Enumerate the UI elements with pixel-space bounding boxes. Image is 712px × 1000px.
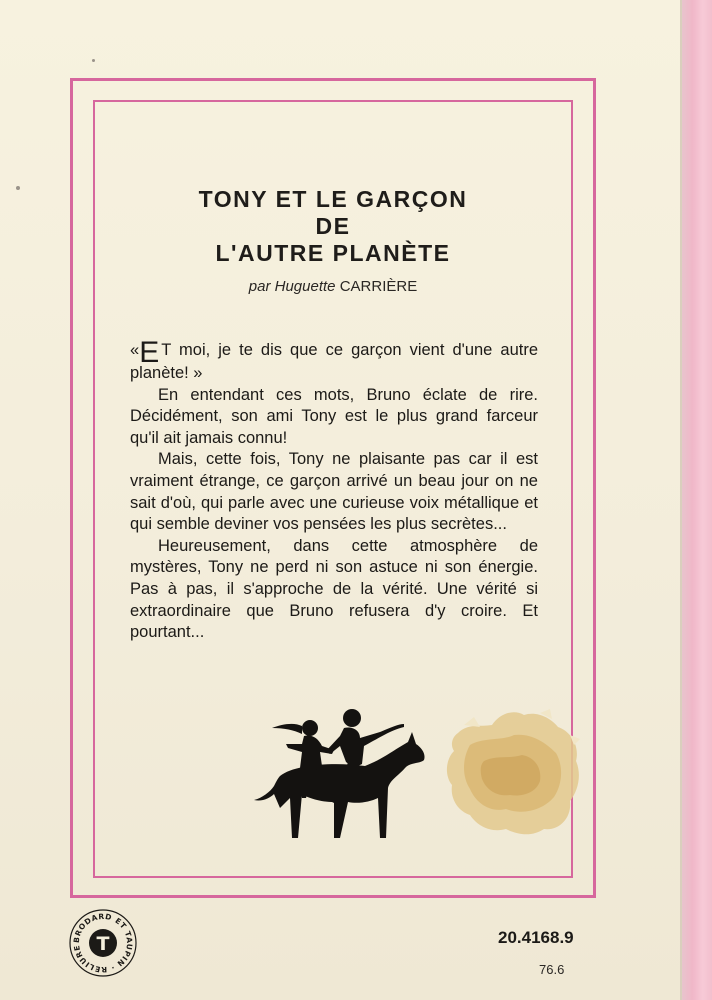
title-line: L'AUTRE PLANÈTE (215, 240, 451, 266)
catalog-code: 20.4168.9 (498, 928, 574, 947)
blurb-paragraph-text: T moi, je te dis que ce garçon vient d'une autre planète! » (130, 341, 538, 382)
opening-quote: « (130, 341, 140, 359)
title-line: DE (315, 213, 351, 239)
bindery-seal-icon (68, 908, 138, 978)
blurb-paragraph: En entendant ces mots, Bruno éclate de rire. Décidément, son ami Tony est le plus grand farceur qu'il ait jamais connu! (130, 385, 538, 447)
paper-speck (92, 59, 95, 62)
title-line: TONY ET LE GARÇON (198, 186, 468, 212)
blurb-paragraph (130, 336, 538, 385)
logo-ring-text: BRODARD ET TAUPIN · RELIURE (71, 911, 135, 975)
book-title (93, 186, 573, 267)
drop-cap: E (139, 336, 160, 369)
print-code: 76.6 (539, 962, 565, 977)
children-on-donkey-silhouette (240, 698, 430, 858)
logo-letter: T (96, 933, 110, 955)
book-author (93, 278, 573, 295)
author-name: CARRIÈRE (339, 278, 418, 295)
blurb-paragraph: Mais, cette fois, Tony ne plaisante pas car il est vraiment étrange, ce garçon arrivé un beau jour on ne sait d'où, qui parle avec une curieuse voix métallique et qui semble deviner vos pensées les plus secrètes... (130, 450, 538, 534)
blurb-paragraph: Heureusement, dans cette atmosphère de mystères, Tony ne perd ni son astuce ni son énergie. Pas à pas, il s'approche de la vérité. Une vérité si extraordinaire que Bruno refusera d'y croire. Et pourtant... (130, 536, 538, 642)
worn-sticker-stain (440, 705, 585, 840)
paper-speck (16, 186, 20, 190)
blurb-text (130, 336, 538, 644)
book-spine (682, 0, 712, 1000)
author-prefix: par Huguette (248, 278, 340, 295)
